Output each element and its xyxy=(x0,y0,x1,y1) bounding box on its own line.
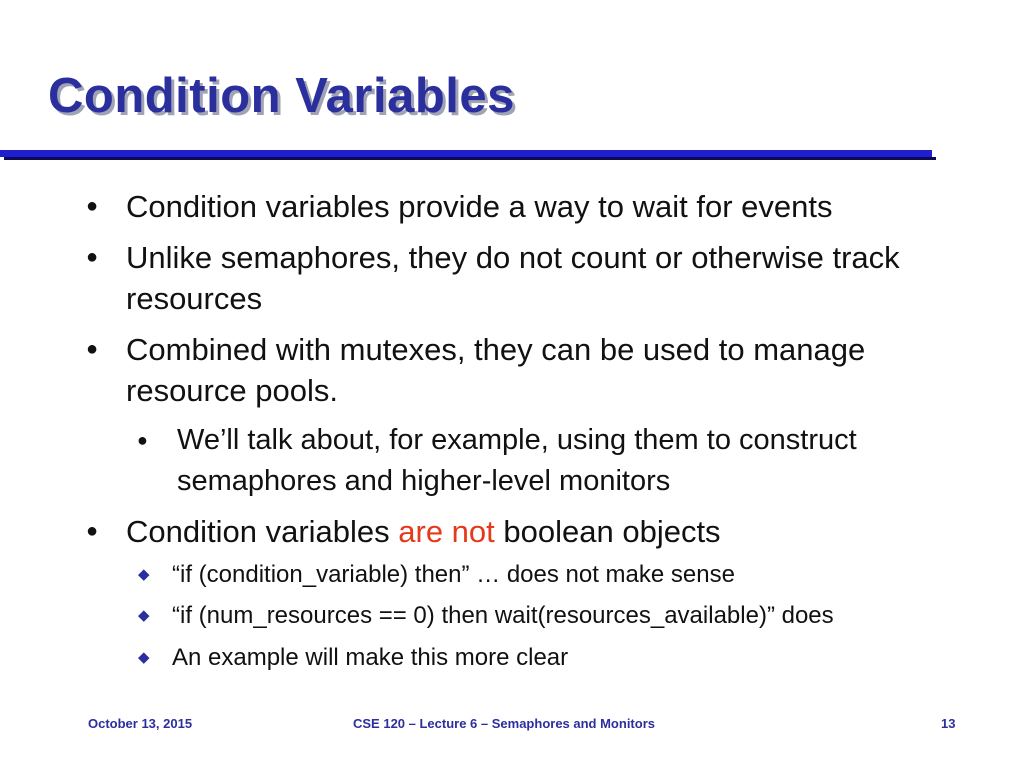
sub-bullet-item xyxy=(138,599,972,633)
slide-title: Condition Variables xyxy=(48,69,515,123)
sub-bullet-text: We’ll talk about, for example, using them to construct semaphores and higher-level monitors xyxy=(177,424,857,497)
diamond-bullet-icon: ◆ xyxy=(138,566,150,583)
round-bullet-icon: ● xyxy=(137,430,148,450)
diamond-bullet-icon: ◆ xyxy=(138,649,150,666)
title-underline xyxy=(0,150,932,157)
highlighted-text: are not xyxy=(398,514,495,549)
bullet-text: Unlike semaphores, they do not count or otherwise track resources xyxy=(126,240,900,316)
bullet-item xyxy=(86,329,956,411)
round-bullet-icon: ● xyxy=(86,246,99,268)
sub-bullet-item xyxy=(138,641,972,675)
round-bullet-icon: ● xyxy=(86,338,99,360)
diamond-bullet-icon: ◆ xyxy=(138,607,150,624)
bullet-text: Condition variables provide a way to wait for events xyxy=(126,189,833,224)
bullet-text: Combined with mutexes, they can be used to manage resource pools. xyxy=(126,332,866,408)
title-underline-shadow xyxy=(4,157,936,160)
sub-bullet-item xyxy=(138,558,972,592)
sub-bullet-item xyxy=(137,420,917,502)
sub-bullet-text: An example will make this more clear xyxy=(172,644,569,671)
bullet-text-prefix: Condition variables xyxy=(126,514,399,549)
round-bullet-icon: ● xyxy=(86,520,99,542)
sub-bullet-text: “if (condition_variable) then” … does not make sense xyxy=(172,561,735,588)
round-bullet-icon: ● xyxy=(86,195,99,217)
sub-bullet-text: “if (num_resources == 0) then wait(resources_available)” does xyxy=(172,602,834,629)
bullet-item xyxy=(86,186,966,227)
footer-course-title: CSE 120 – Lecture 6 – Semaphores and Monitors xyxy=(353,716,655,731)
bullet-item xyxy=(86,511,966,552)
bullet-text-suffix: boolean objects xyxy=(494,514,721,549)
bullet-item xyxy=(86,237,916,319)
footer-page-number: 13 xyxy=(941,716,956,731)
footer-date: October 13, 2015 xyxy=(88,716,193,731)
